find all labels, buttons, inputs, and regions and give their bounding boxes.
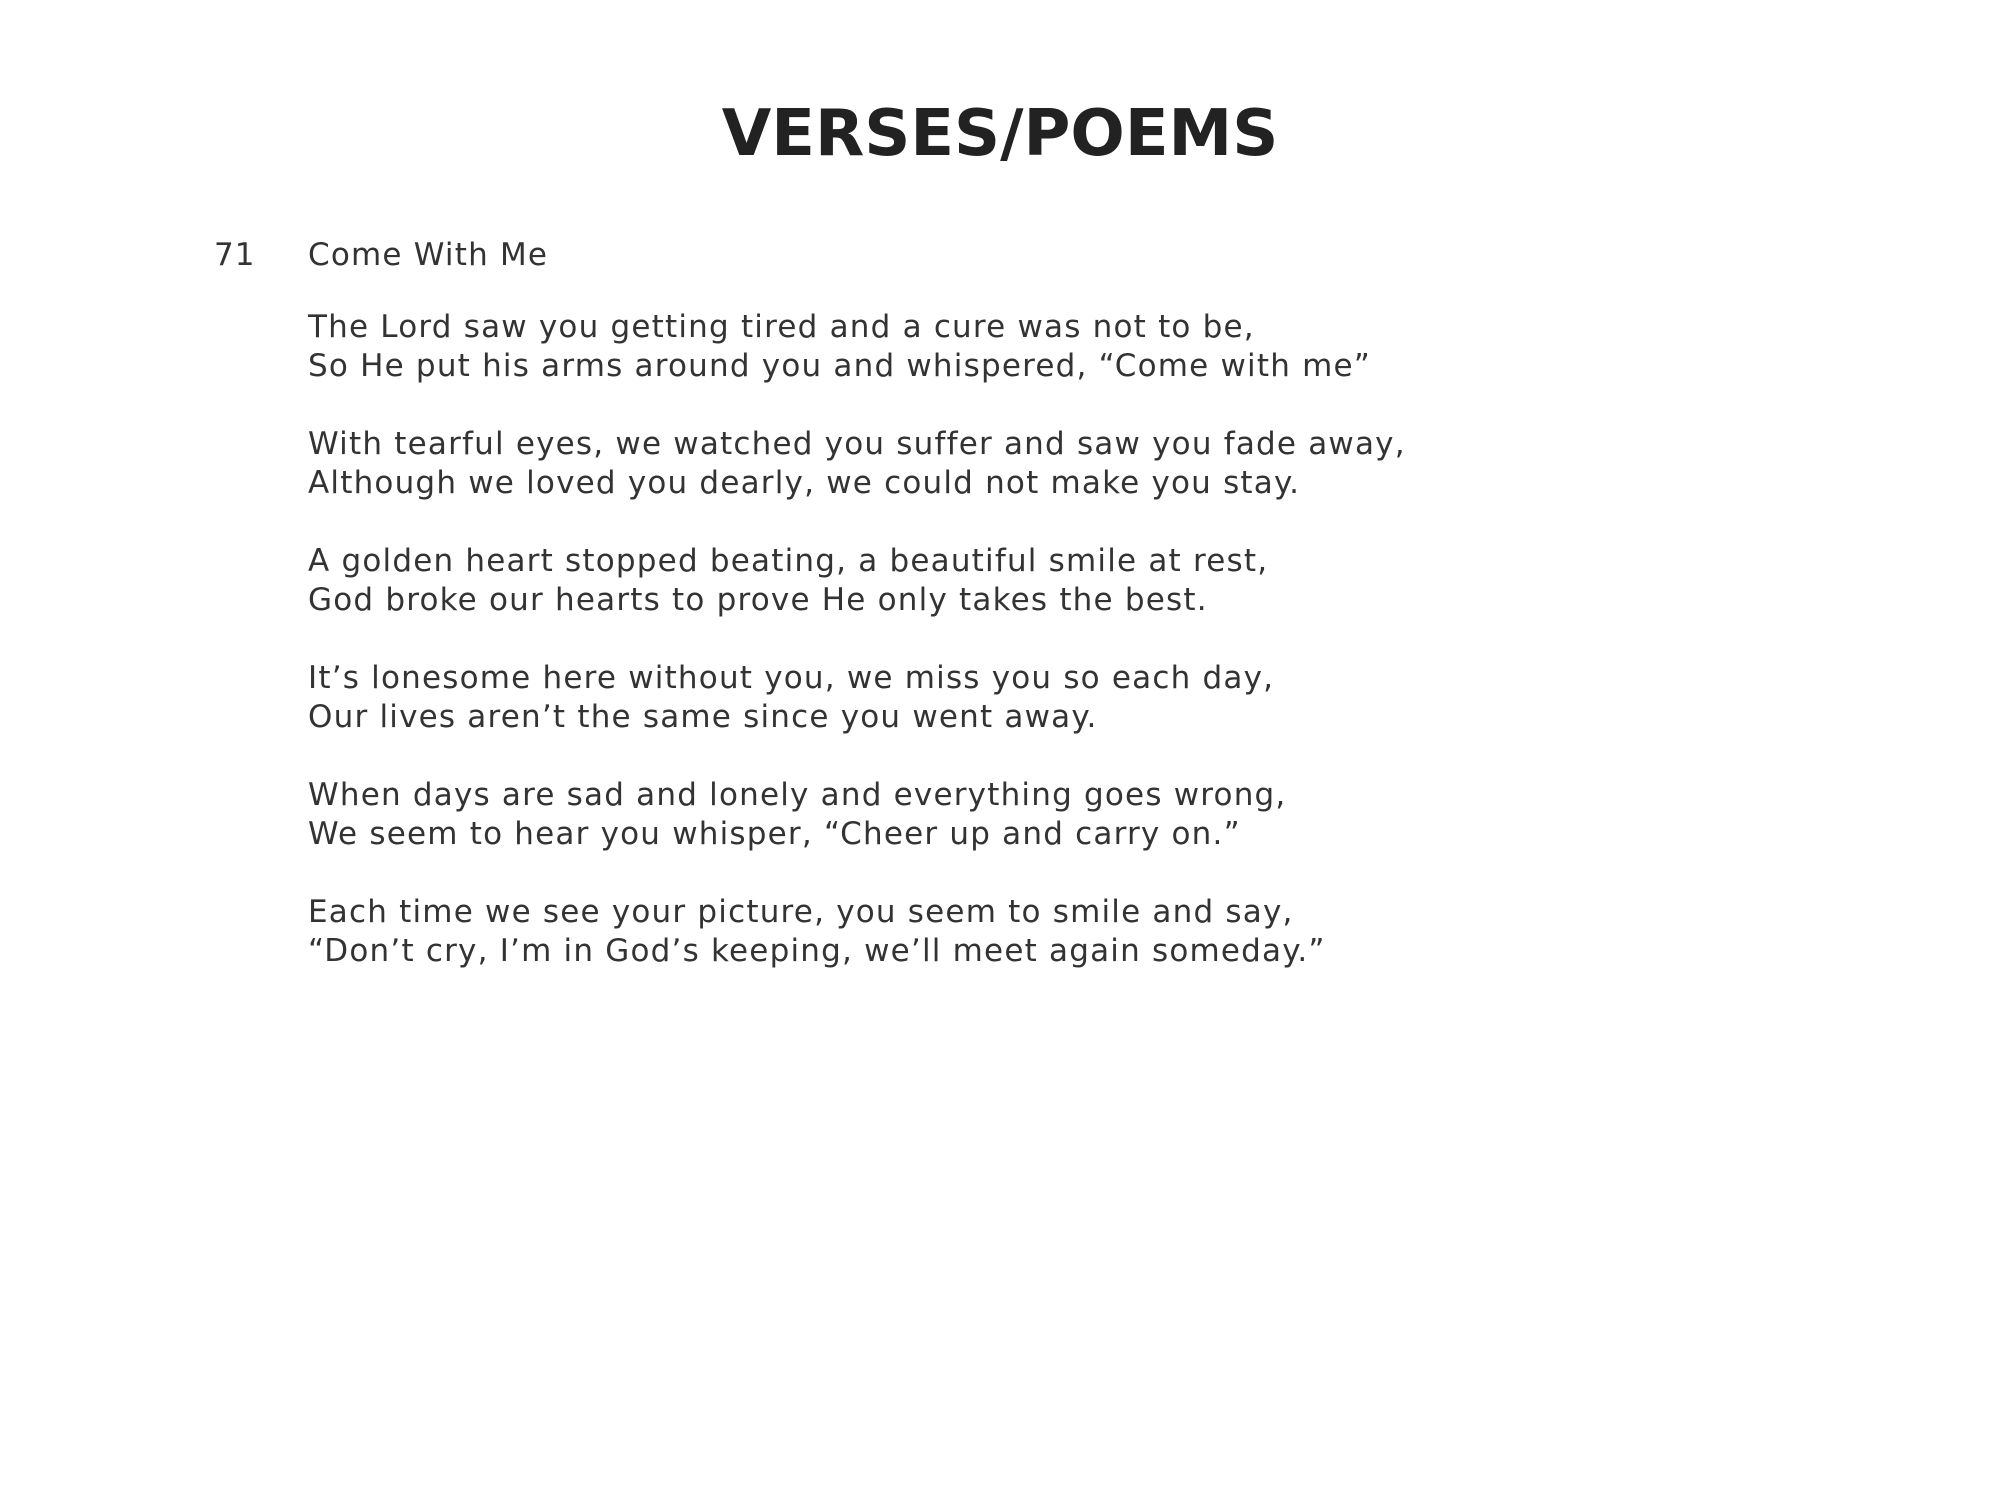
poem-line: Our lives aren’t the same since you went away. — [308, 699, 1098, 735]
stanza — [308, 425, 1406, 503]
poem-line: Each time we see your picture, you seem to smile and say, — [308, 894, 1294, 930]
poem-line: Although we loved you dearly, we could not make you stay. — [308, 465, 1301, 501]
poem-line: We seem to hear you whisper, “Cheer up and carry on.” — [308, 816, 1241, 852]
stanza — [308, 542, 1406, 620]
poem-line: When days are sad and lonely and everything goes wrong, — [308, 777, 1287, 813]
poem-line: It’s lonesome here without you, we miss you so each day, — [308, 660, 1275, 696]
poem-line: God broke our hearts to prove He only takes the best. — [308, 582, 1208, 618]
poem-line: The Lord saw you getting tired and a cure was not to be, — [308, 309, 1255, 345]
poem-line: A golden heart stopped beating, a beautiful smile at rest, — [308, 543, 1269, 579]
stanza — [308, 308, 1406, 386]
poem-line: So He put his arms around you and whispered, “Come with me” — [308, 348, 1372, 384]
stanza — [308, 659, 1406, 737]
poem-title: Come With Me — [308, 237, 549, 273]
page-title: VERSES/POEMS — [721, 96, 1279, 171]
poem-line: “Don’t cry, I’m in God’s keeping, we’ll meet again someday.” — [308, 933, 1326, 969]
poem-line: With tearful eyes, we watched you suffer and saw you fade away, — [308, 426, 1406, 462]
stanza — [308, 893, 1406, 971]
stanza — [308, 776, 1406, 854]
poem-number: 71 — [214, 237, 256, 273]
poem-body — [308, 230, 1406, 1010]
